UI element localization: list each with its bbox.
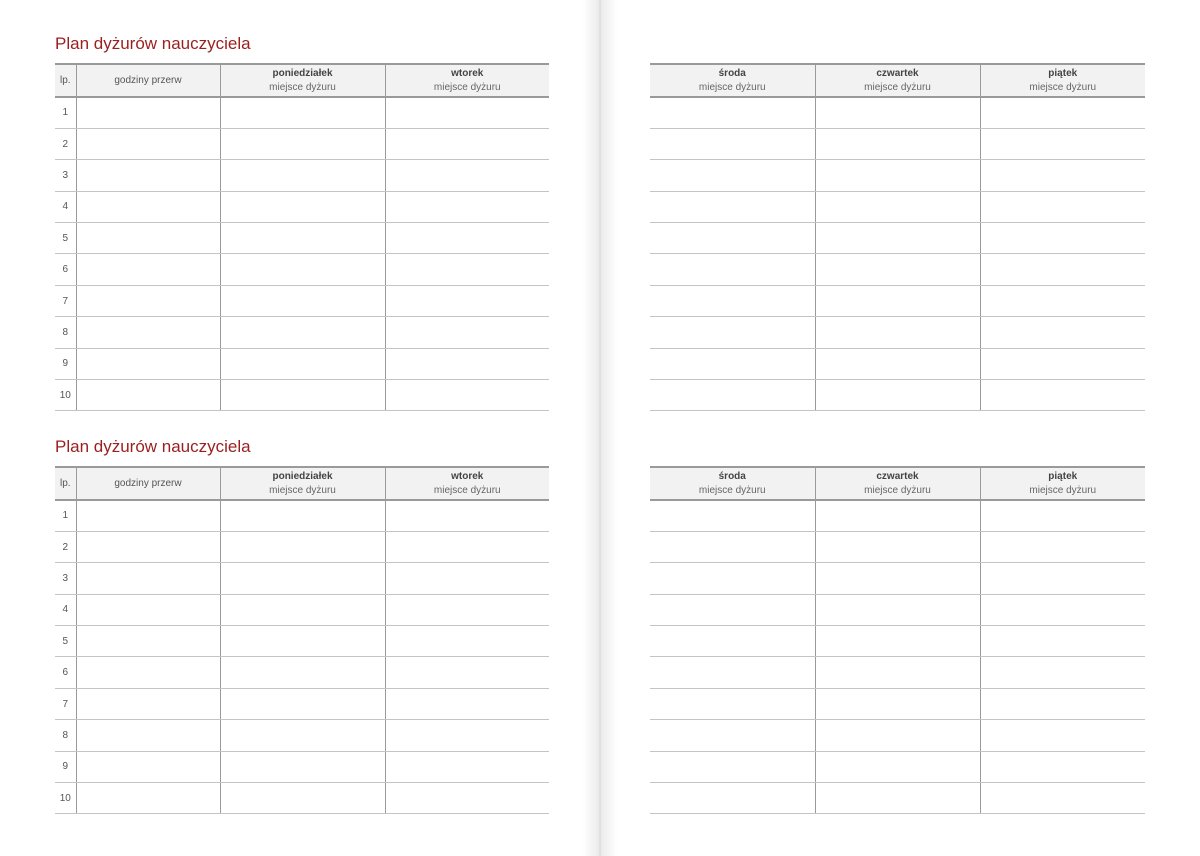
row-number: 6: [55, 254, 76, 285]
friday-place-cell[interactable]: [980, 688, 1145, 719]
table-row: [650, 128, 1145, 159]
break-hours-cell[interactable]: [76, 657, 220, 688]
table-row: [55, 191, 549, 222]
thursday-place-cell[interactable]: [815, 348, 980, 379]
break-hours-cell[interactable]: [76, 317, 220, 348]
wednesday-place-cell[interactable]: [650, 97, 815, 128]
thursday-place-cell[interactable]: [815, 563, 980, 594]
table-row: [650, 500, 1145, 531]
tuesday-place-cell[interactable]: [385, 191, 549, 222]
day-label: poniedziałek: [272, 67, 333, 79]
thursday-place-cell[interactable]: [815, 720, 980, 751]
monday-place-cell[interactable]: [220, 563, 385, 594]
table-row: [55, 783, 549, 814]
table-header-row: [55, 64, 549, 97]
monday-place-cell[interactable]: [220, 317, 385, 348]
wednesday-place-cell[interactable]: [650, 751, 815, 782]
break-hours-cell[interactable]: [76, 348, 220, 379]
wednesday-place-cell[interactable]: [650, 348, 815, 379]
table-row: [650, 626, 1145, 657]
table-row: [55, 626, 549, 657]
wednesday-place-cell[interactable]: [650, 657, 815, 688]
table-header-row: [55, 467, 549, 500]
break-hours-cell[interactable]: [76, 626, 220, 657]
thursday-place-cell[interactable]: [815, 626, 980, 657]
day-label: piątek: [1048, 470, 1078, 482]
day-label: poniedziałek: [272, 470, 333, 482]
monday-place-cell[interactable]: [220, 285, 385, 316]
row-number: 3: [55, 563, 76, 594]
break-hours-cell[interactable]: [76, 531, 220, 562]
wednesday-place-cell[interactable]: [650, 626, 815, 657]
thursday-place-cell[interactable]: [815, 783, 980, 814]
friday-place-cell[interactable]: [980, 380, 1145, 411]
friday-place-cell[interactable]: [980, 97, 1145, 128]
row-number: 5: [55, 223, 76, 254]
day-label: czwartek: [876, 470, 919, 482]
section-title-bottom: Plan dyżurów nauczyciela: [55, 437, 251, 456]
tuesday-place-cell[interactable]: [385, 783, 549, 814]
col-header-hours: godziny przerw: [76, 64, 220, 97]
friday-place-cell[interactable]: [980, 191, 1145, 222]
table-row: [55, 720, 549, 751]
monday-place-cell[interactable]: [220, 348, 385, 379]
break-hours-cell[interactable]: [76, 594, 220, 625]
table-row: [55, 563, 549, 594]
row-number: 2: [55, 531, 76, 562]
tuesday-place-cell[interactable]: [385, 657, 549, 688]
friday-place-cell[interactable]: [980, 720, 1145, 751]
thursday-place-cell[interactable]: [815, 500, 980, 531]
friday-place-cell[interactable]: [980, 223, 1145, 254]
day-label: środa: [718, 470, 746, 482]
table-row: [55, 531, 549, 562]
thursday-place-cell[interactable]: [815, 380, 980, 411]
table-row: [650, 563, 1145, 594]
monday-place-cell[interactable]: [220, 191, 385, 222]
col-header-wednesday: [650, 64, 815, 97]
table-row: [55, 688, 549, 719]
row-number: 4: [55, 191, 76, 222]
friday-place-cell[interactable]: [980, 783, 1145, 814]
table-row: [650, 783, 1145, 814]
row-number: 8: [55, 317, 76, 348]
break-hours-cell[interactable]: [76, 254, 220, 285]
thursday-place-cell[interactable]: [815, 688, 980, 719]
tuesday-place-cell[interactable]: [385, 626, 549, 657]
thursday-place-cell[interactable]: [815, 254, 980, 285]
break-hours-cell[interactable]: [76, 751, 220, 782]
tuesday-place-cell[interactable]: [385, 348, 549, 379]
row-number: 6: [55, 657, 76, 688]
col-header-lp: lp.: [55, 64, 76, 97]
table-row: [55, 285, 549, 316]
thursday-place-cell[interactable]: [815, 317, 980, 348]
break-hours-cell[interactable]: [76, 97, 220, 128]
break-hours-cell[interactable]: [76, 380, 220, 411]
thursday-place-cell[interactable]: [815, 160, 980, 191]
break-hours-cell[interactable]: [76, 128, 220, 159]
tuesday-place-cell[interactable]: [385, 223, 549, 254]
day-label: czwartek: [876, 67, 919, 79]
monday-place-cell[interactable]: [220, 657, 385, 688]
table-row: [650, 657, 1145, 688]
wednesday-place-cell[interactable]: [650, 160, 815, 191]
wednesday-place-cell[interactable]: [650, 254, 815, 285]
friday-place-cell[interactable]: [980, 531, 1145, 562]
wednesday-place-cell[interactable]: [650, 688, 815, 719]
friday-place-cell[interactable]: [980, 594, 1145, 625]
tuesday-place-cell[interactable]: [385, 500, 549, 531]
tuesday-place-cell[interactable]: [385, 317, 549, 348]
col-header-lp: lp.: [55, 467, 76, 500]
row-number: 7: [55, 688, 76, 719]
row-number: 5: [55, 626, 76, 657]
row-number: 10: [55, 783, 76, 814]
tuesday-place-cell[interactable]: [385, 285, 549, 316]
wednesday-place-cell[interactable]: [650, 380, 815, 411]
row-number: 1: [55, 500, 76, 531]
monday-place-cell[interactable]: [220, 531, 385, 562]
monday-place-cell[interactable]: [220, 223, 385, 254]
friday-place-cell[interactable]: [980, 285, 1145, 316]
table-row: [650, 348, 1145, 379]
break-hours-cell[interactable]: [76, 720, 220, 751]
friday-place-cell[interactable]: [980, 500, 1145, 531]
monday-place-cell[interactable]: [220, 254, 385, 285]
table-row: [650, 688, 1145, 719]
thursday-place-cell[interactable]: [815, 97, 980, 128]
table-row: [55, 128, 549, 159]
day-label: środa: [718, 67, 746, 79]
table-row: [650, 380, 1145, 411]
day-label: wtorek: [451, 470, 484, 482]
table-row: [55, 97, 549, 128]
place-label: miejsce dyżuru: [864, 484, 931, 496]
thursday-place-cell[interactable]: [815, 191, 980, 222]
table-row: [650, 751, 1145, 782]
table-row: [650, 191, 1145, 222]
row-number: 4: [55, 594, 76, 625]
place-label: miejsce dyżuru: [864, 81, 931, 93]
col-header-friday: [980, 64, 1145, 97]
row-number: 7: [55, 285, 76, 316]
friday-place-cell[interactable]: [980, 348, 1145, 379]
col-header-tuesday: [385, 467, 549, 500]
break-hours-cell[interactable]: [76, 223, 220, 254]
duty-table-left-top: [55, 63, 549, 411]
tuesday-place-cell[interactable]: [385, 531, 549, 562]
row-number: 8: [55, 720, 76, 751]
place-label: miejsce dyżuru: [698, 484, 766, 496]
row-number: 2: [55, 128, 76, 159]
break-hours-cell[interactable]: [76, 160, 220, 191]
tuesday-place-cell[interactable]: [385, 594, 549, 625]
row-number: 9: [55, 751, 76, 782]
table-row: [55, 751, 549, 782]
monday-place-cell[interactable]: [220, 128, 385, 159]
monday-place-cell[interactable]: [220, 688, 385, 719]
monday-place-cell[interactable]: [220, 500, 385, 531]
thursday-place-cell[interactable]: [815, 531, 980, 562]
tuesday-place-cell[interactable]: [385, 97, 549, 128]
thursday-place-cell[interactable]: [815, 657, 980, 688]
monday-place-cell[interactable]: [220, 594, 385, 625]
break-hours-cell[interactable]: [76, 191, 220, 222]
monday-place-cell[interactable]: [220, 783, 385, 814]
wednesday-place-cell[interactable]: [650, 720, 815, 751]
break-hours-cell[interactable]: [76, 285, 220, 316]
table-row: [650, 531, 1145, 562]
place-label: miejsce dyżuru: [698, 81, 766, 93]
table-row: [650, 317, 1145, 348]
friday-place-cell[interactable]: [980, 317, 1145, 348]
tuesday-place-cell[interactable]: [385, 751, 549, 782]
col-header-thursday: [815, 64, 980, 97]
table-row: [55, 317, 549, 348]
wednesday-place-cell[interactable]: [650, 783, 815, 814]
break-hours-cell[interactable]: [76, 783, 220, 814]
wednesday-place-cell[interactable]: [650, 531, 815, 562]
table-row: [650, 97, 1145, 128]
monday-place-cell[interactable]: [220, 720, 385, 751]
table-row: [55, 348, 549, 379]
place-label: miejsce dyżuru: [433, 81, 501, 93]
table-row: [650, 223, 1145, 254]
friday-place-cell[interactable]: [980, 254, 1145, 285]
table-row: [55, 254, 549, 285]
place-label: miejsce dyżuru: [433, 484, 501, 496]
row-number: 1: [55, 97, 76, 128]
break-hours-cell[interactable]: [76, 688, 220, 719]
duty-table-right-top: [650, 63, 1145, 411]
table-row: [650, 285, 1145, 316]
duty-table-right-bottom: [650, 466, 1145, 814]
col-header-monday: [220, 64, 385, 97]
day-label: piątek: [1048, 67, 1078, 79]
friday-place-cell[interactable]: [980, 128, 1145, 159]
break-hours-cell[interactable]: [76, 563, 220, 594]
thursday-place-cell[interactable]: [815, 128, 980, 159]
wednesday-place-cell[interactable]: [650, 285, 815, 316]
monday-place-cell[interactable]: [220, 97, 385, 128]
place-label: miejsce dyżuru: [269, 484, 336, 496]
monday-place-cell[interactable]: [220, 160, 385, 191]
friday-place-cell[interactable]: [980, 657, 1145, 688]
col-header-tuesday: [385, 64, 549, 97]
table-row: [55, 160, 549, 191]
wednesday-place-cell[interactable]: [650, 317, 815, 348]
section-title-top: Plan dyżurów nauczyciela: [55, 34, 251, 53]
tuesday-place-cell[interactable]: [385, 254, 549, 285]
tuesday-place-cell[interactable]: [385, 688, 549, 719]
table-header-row: [650, 467, 1145, 500]
table-row: [650, 160, 1145, 191]
row-number: 9: [55, 348, 76, 379]
tuesday-place-cell[interactable]: [385, 380, 549, 411]
row-number: 10: [55, 380, 76, 411]
duty-table-left-bottom: [55, 466, 549, 814]
row-number: 3: [55, 160, 76, 191]
tuesday-place-cell[interactable]: [385, 160, 549, 191]
day-label: wtorek: [451, 67, 484, 79]
thursday-place-cell[interactable]: [815, 751, 980, 782]
table-row: [650, 594, 1145, 625]
table-row: [55, 380, 549, 411]
monday-place-cell[interactable]: [220, 626, 385, 657]
wednesday-place-cell[interactable]: [650, 223, 815, 254]
table-row: [55, 594, 549, 625]
friday-place-cell[interactable]: [980, 563, 1145, 594]
col-header-monday: [220, 467, 385, 500]
table-row: [650, 254, 1145, 285]
table-row: [650, 720, 1145, 751]
col-header-hours: godziny przerw: [76, 467, 220, 500]
col-header-thursday: [815, 467, 980, 500]
col-header-friday: [980, 467, 1145, 500]
page-spread-gutter: [583, 0, 617, 856]
wednesday-place-cell[interactable]: [650, 563, 815, 594]
tuesday-place-cell[interactable]: [385, 720, 549, 751]
table-row: [55, 500, 549, 531]
thursday-place-cell[interactable]: [815, 594, 980, 625]
place-label: miejsce dyżuru: [269, 81, 336, 93]
place-label: miejsce dyżuru: [1029, 81, 1097, 93]
table-row: [55, 657, 549, 688]
friday-place-cell[interactable]: [980, 626, 1145, 657]
friday-place-cell[interactable]: [980, 160, 1145, 191]
col-header-wednesday: [650, 467, 815, 500]
monday-place-cell[interactable]: [220, 380, 385, 411]
wednesday-place-cell[interactable]: [650, 191, 815, 222]
wednesday-place-cell[interactable]: [650, 500, 815, 531]
tuesday-place-cell[interactable]: [385, 128, 549, 159]
wednesday-place-cell[interactable]: [650, 594, 815, 625]
table-row: [55, 223, 549, 254]
place-label: miejsce dyżuru: [1029, 484, 1097, 496]
thursday-place-cell[interactable]: [815, 223, 980, 254]
monday-place-cell[interactable]: [220, 751, 385, 782]
tuesday-place-cell[interactable]: [385, 563, 549, 594]
friday-place-cell[interactable]: [980, 751, 1145, 782]
wednesday-place-cell[interactable]: [650, 128, 815, 159]
thursday-place-cell[interactable]: [815, 285, 980, 316]
break-hours-cell[interactable]: [76, 500, 220, 531]
table-header-row: [650, 64, 1145, 97]
